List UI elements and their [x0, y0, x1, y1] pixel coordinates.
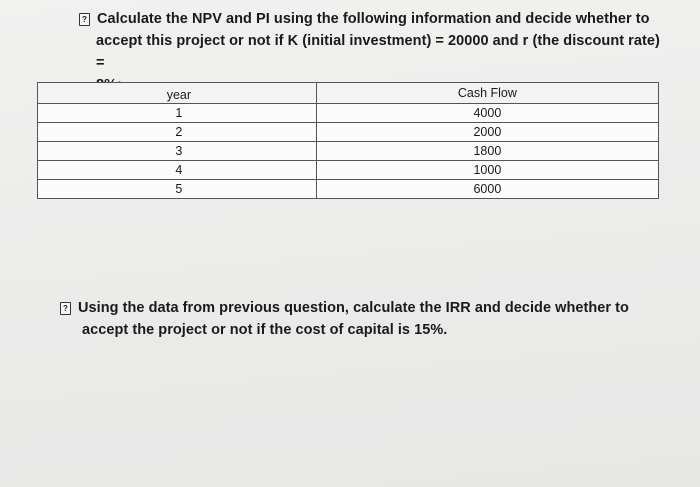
table-row	[38, 142, 659, 161]
table-row	[38, 180, 659, 199]
question-2	[60, 297, 660, 341]
cell-year: 4	[38, 161, 317, 180]
table-row	[38, 161, 659, 180]
cell-cash-flow: 1000	[316, 161, 658, 180]
cell-year: 5	[38, 180, 317, 199]
table-header-row	[38, 83, 659, 104]
cell-year: 1	[38, 104, 317, 123]
cash-flow-table	[37, 82, 659, 199]
question-2-line-2: accept the project or not if the cost of capital is 15%.	[82, 322, 448, 338]
question-2-line-1	[60, 300, 629, 316]
question-2-text-1: Using the data from previous question, calculate the IRR and decide whether to	[78, 300, 629, 316]
question-1-line-2: accept this project or not if K (initial investment) = 20000 and r (the discount rate) =	[96, 33, 660, 71]
question-mark-icon: ?	[79, 13, 90, 26]
table-row	[38, 104, 659, 123]
cell-cash-flow: 2000	[316, 123, 658, 142]
cell-year: 3	[38, 142, 317, 161]
cell-cash-flow: 1800	[316, 142, 658, 161]
table-row	[38, 123, 659, 142]
header-cash-flow: Cash Flow	[316, 83, 658, 104]
cell-cash-flow: 4000	[316, 104, 658, 123]
header-year: year	[38, 83, 317, 104]
cell-year: 2	[38, 123, 317, 142]
cell-cash-flow: 6000	[316, 180, 658, 199]
question-1-line-1	[79, 8, 669, 30]
question-mark-icon: ?	[60, 302, 71, 315]
question-1-text-1: Calculate the NPV and PI using the following information and decide whether to	[97, 11, 650, 27]
